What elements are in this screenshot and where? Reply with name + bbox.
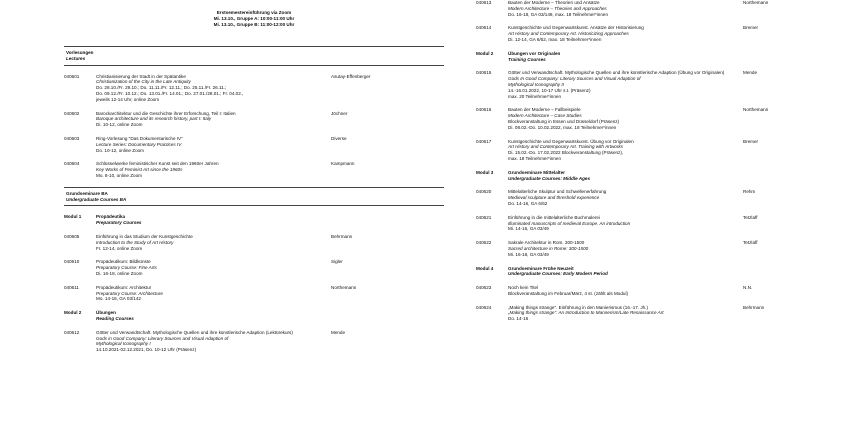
course-entry — [476, 0, 841, 17]
module-title: Grundseminare Frühe Neuzeit — [508, 265, 574, 271]
course-number: 040603 — [64, 135, 80, 141]
course-body — [508, 139, 743, 162]
section-header — [64, 187, 444, 207]
course-details: Do. 14-16, GA 6/62 — [508, 200, 548, 206]
course-entry — [64, 330, 444, 353]
course-lecturer: Tetzlaff — [743, 214, 758, 220]
course-number: 040613 — [476, 0, 492, 5]
course-body — [508, 189, 743, 206]
course-number: 040615 — [476, 70, 492, 76]
course-details: Do. 10-12, online Zoom — [96, 147, 145, 153]
course-title-en: Art History and Contemporary Art. Training with Artworks — [508, 144, 623, 150]
course-body — [508, 240, 743, 257]
course-title: Propädeutikum: Bildkünste — [96, 259, 151, 265]
course-entry — [64, 136, 444, 153]
course-number: 040621 — [476, 214, 492, 220]
course-details: Di. 16-18, online Zoom — [96, 270, 143, 276]
course-entry — [476, 189, 841, 206]
course-details: jeweils 12-14 Uhr, online Zoom — [96, 96, 160, 102]
course-details: Do. 28.10./Fr. 29.10.; Do. 11.11./Fr. 12.11.; Do. 25.11./Fr. 26.11.; — [96, 85, 227, 91]
course-title: Noch kein Titel — [508, 285, 539, 291]
module-header — [476, 170, 841, 182]
course-title-en: Mythological Iconography II — [508, 81, 564, 87]
course-number: 040604 — [64, 161, 80, 167]
course-number: 040622 — [476, 240, 492, 246]
course-body — [96, 74, 331, 103]
course-entry — [64, 161, 444, 178]
course-body — [96, 330, 331, 353]
module-title-wrap — [508, 266, 608, 278]
intro-line: Mi. 13.10., Gruppe A: 10:00-11:00 Uhr — [213, 16, 295, 21]
course-entry — [64, 234, 444, 251]
section-title: Vorlesungen — [66, 50, 94, 55]
module-title-wrap — [508, 170, 590, 182]
course-title: Bauten der Moderne – Theorien und Ansätze — [508, 0, 600, 5]
module-header — [476, 51, 841, 63]
course-entry — [476, 107, 841, 130]
course-lecturer: Bremer — [743, 138, 759, 144]
course-lecturer: Behrmann — [331, 233, 353, 239]
course-title-en: Baroque architecture and its research history, part I: Italy — [96, 116, 212, 122]
course-entry — [476, 285, 841, 297]
right-page — [476, 0, 841, 423]
course-title-en: Art History and Contemporary Art. Historicizing Approaches — [508, 31, 629, 37]
course-body — [96, 136, 331, 153]
course-entry — [64, 259, 444, 276]
course-entry — [476, 215, 841, 232]
module-title-wrap — [508, 51, 560, 63]
course-number: 040620 — [476, 189, 492, 195]
course-title: Mittelalterliche Skulptur und Schwellenerfahrung — [508, 189, 607, 195]
course-entry — [476, 25, 841, 42]
module-id: Modul 2 — [476, 50, 494, 56]
course-title-en: Key Works of Feminist Art since the 1960s — [96, 167, 183, 173]
course-details: Do. 09.12./Fr. 10.12.; Do. 13.01./Fr. 14.01.; Do. 27.01./28.01.; Fr. 04.02., — [96, 90, 244, 96]
course-body — [508, 215, 743, 232]
module-id: Modul 3 — [476, 169, 494, 175]
module-subtitle: Undergraduate Courses: Middle Ages — [508, 175, 591, 181]
course-details: 14.-16.01.2022, 10-17 Uhr s.t. (Präsenz) — [508, 87, 591, 93]
module-header — [476, 266, 841, 278]
module-title-wrap — [96, 310, 134, 322]
course-details: Blockveranstaltung im Februar/März, 4 st. (zählt als Modul) — [508, 290, 628, 296]
course-title-en: Preparatory Course: Architecture — [96, 290, 163, 296]
module-header — [64, 214, 444, 226]
course-title-en: Preparatory Course: Fine Arts — [96, 265, 157, 271]
course-lecturer: Asutay-Effenberger — [331, 73, 371, 79]
course-lecturer: Bremer — [743, 25, 759, 31]
course-details: max. 20 Teilnehmer*innen — [508, 93, 562, 99]
course-details: max. 18 Teilnehmer*innen — [508, 155, 562, 161]
course-details: Mo. 8-10, online Zoom — [96, 172, 142, 178]
course-lecturer: N.N. — [743, 285, 753, 291]
course-details: Blockveranstaltung in Essen und Düsseldorf (Präsenz) — [508, 118, 620, 124]
course-details: Di. 15.02.-Do. 17.02.2022 Blockveranstaltung (Präsenz), — [508, 150, 624, 156]
course-body — [508, 25, 743, 42]
course-lecturer: Jöchner — [331, 110, 348, 116]
course-number: 040601 — [64, 73, 80, 79]
course-title-en: Modern Architecture – Case Studies — [508, 113, 582, 119]
module-id: Modul 4 — [476, 265, 494, 271]
course-body — [508, 285, 743, 297]
course-number: 040605 — [64, 233, 80, 239]
course-title: Bauten der Moderne – Fallbeispiele — [508, 107, 581, 113]
course-title: Kunstgeschichte und Gegenwartskunst. Übung vor Originalen — [508, 138, 634, 144]
course-details: Mi. 14-16, GA 03/49 — [508, 226, 549, 232]
course-number: 040614 — [476, 25, 492, 31]
course-lecturer: Diverse — [331, 135, 347, 141]
course-title-en: Sacred architecture in Rome: 300-1500 — [508, 245, 589, 251]
course-title-en: Mythological Iconography I — [96, 341, 151, 347]
module-subtitle: Training Courses — [508, 56, 546, 62]
course-details: Do. 14-16 — [508, 316, 529, 322]
course-title: Christianisierung der Stadt in der Spätantike — [96, 73, 186, 79]
course-number: 040624 — [476, 304, 492, 310]
course-body — [508, 107, 743, 130]
course-body — [96, 285, 331, 302]
module-subtitle: Preparatory Courses — [96, 220, 142, 226]
course-number: 040610 — [64, 259, 80, 265]
section-subtitle: Undergraduate Courses BA — [66, 196, 127, 202]
course-number: 040616 — [476, 107, 492, 113]
course-details: 14.10.2021-02.12.2021, Do. 10-12 Uhr (Präsenz) — [96, 347, 197, 353]
course-details: Di. 10-12, online Zoom — [96, 122, 143, 128]
course-number: 040602 — [64, 110, 80, 116]
course-lecturer: Northemann — [331, 284, 357, 290]
course-title-en: Medieval sculpture and threshold experience — [508, 195, 600, 201]
course-title-en: Introduction to the Study of Art History — [96, 239, 174, 245]
course-title-en: Christianization of the City in the Late Antiquity — [96, 79, 191, 85]
course-entry — [476, 139, 841, 162]
course-details: Fr. 12-14, online Zoom — [96, 245, 143, 251]
course-title-en: „Making things strange". An Introduction to Mannerism/Late Renaissance Art — [508, 310, 664, 316]
course-title: Götter und Verwandtschaft. Mythologische Quellen und ihre künstlerische Adaption (Lektürekurs) — [96, 329, 293, 335]
course-lecturer: Northemann — [743, 0, 769, 5]
module-title: Grundseminare Mittelalter — [508, 169, 565, 175]
course-lecturer: Tetzlaff — [743, 240, 758, 246]
course-title: Einführung in die mittelalterliche Buchmalerei — [508, 214, 600, 220]
left-content — [64, 46, 444, 353]
section-header — [64, 46, 444, 66]
module-header — [64, 310, 444, 322]
course-title: Propädeutikum: Architektur — [96, 284, 152, 290]
course-title-en: Gods in Good Company: Literary Sources and Visual Adaption of — [96, 335, 229, 341]
intro-block — [64, 10, 444, 28]
module-id: Modul 2 — [64, 310, 82, 316]
course-lecturer: Kampmann — [331, 161, 355, 167]
module-title-wrap — [96, 214, 141, 226]
course-title: Sakrale Architektur in Rom. 300-1500 — [508, 240, 585, 246]
course-title-en: Illuminated manuscripts of medieval Europe. An introduction — [508, 220, 631, 226]
course-title-en: Lecture Series: Documentary Practices IV — [96, 141, 182, 147]
course-body — [96, 234, 331, 251]
course-body — [96, 259, 331, 276]
course-body — [508, 305, 743, 322]
course-entry — [64, 285, 444, 302]
course-lecturer: Rehm — [743, 189, 756, 195]
course-title: „Making things strange". Einführung in den Manierismus (16.-17. Jh.) — [508, 304, 649, 310]
section-title: Grundseminare BA — [66, 190, 108, 196]
section-subtitle: Lectures — [66, 55, 86, 61]
left-page — [64, 0, 444, 423]
module-subtitle: Undergraduate Courses: Early Modern Period — [508, 271, 608, 277]
right-content — [476, 0, 841, 322]
course-body — [96, 161, 331, 178]
course-number: 040612 — [64, 329, 80, 335]
course-body — [508, 70, 743, 99]
module-title: Propädeutika — [96, 214, 126, 220]
module-id: Modul 1 — [64, 214, 82, 220]
course-title: Kunstgeschichte und Gegenwartskunst. Ansätze der Historisierung — [508, 25, 644, 31]
course-entry — [476, 70, 841, 99]
intro-line: Erstsemestereinführung via Zoom — [216, 10, 292, 15]
course-title: Schlüsselwerke feministischer Kunst seit den 1960er Jahren — [96, 161, 219, 167]
course-entry — [64, 111, 444, 128]
course-details: Mo. 14-16, GA 03/142 — [96, 296, 141, 302]
course-title: Götter und Verwandtschaft. Mythologische Quellen und ihre künstlerische Adaption (Übung vor Originalen) — [508, 70, 725, 76]
module-title: Übungen vor Originalen — [508, 50, 561, 56]
course-title: Barockarchitektur und die Geschichte ihrer Erforschung, Teil I: Italien — [96, 110, 236, 116]
course-body — [96, 111, 331, 128]
course-title-en: Gods In Good Company: Literary Sources and Visual Adaption of — [508, 76, 641, 82]
course-title-en: Modern Architecture – Theories and Approaches — [508, 5, 607, 11]
course-title: Ring-Vorlesung "Das Dokumentarische IV" — [96, 135, 183, 141]
course-lecturer: Northemann — [743, 107, 769, 113]
course-body — [508, 0, 743, 17]
course-lecturer: Mende — [743, 70, 758, 76]
course-details: Mi. 16-18, GA 03/49 — [508, 251, 549, 257]
course-number: 040623 — [476, 285, 492, 291]
course-number: 040617 — [476, 138, 492, 144]
course-lecturer: Mende — [331, 329, 346, 335]
course-lecturer: Sigler — [331, 259, 343, 265]
course-title: Einführung in das Studium der Kunstgeschichte — [96, 233, 193, 239]
module-subtitle: Reading Courses — [96, 315, 134, 321]
module-title: Übungen — [96, 310, 116, 316]
course-entry — [64, 74, 444, 103]
course-lecturer: Behrmann — [743, 304, 765, 310]
course-details: Di. 12-14, GA 6/62, max. 18 Teilnehmer*innen — [508, 36, 602, 42]
course-number: 040611 — [64, 284, 79, 290]
course-details: Di. 08.02.-Do. 10.02.2022, max. 18 Teilnehmer*innen — [508, 124, 617, 130]
intro-line: Mi. 13.10., Gruppe B: 11:00-12:00 Uhr — [213, 22, 295, 27]
course-entry — [476, 305, 841, 322]
course-details: Do. 16-18, GA 03/149, max. 18 Teilnehmer*innen — [508, 11, 609, 17]
course-entry — [476, 240, 841, 257]
